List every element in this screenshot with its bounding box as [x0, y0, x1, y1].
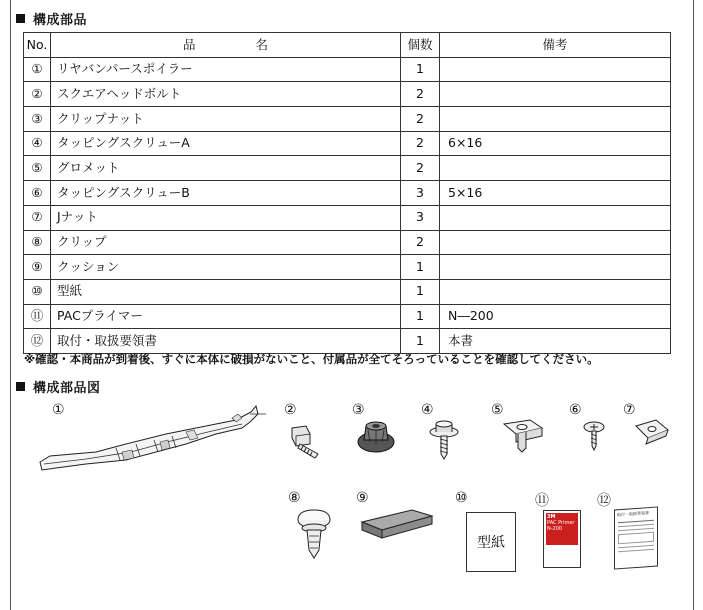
- parts-table: [23, 32, 671, 354]
- clip-nut-illustration: [356, 420, 396, 456]
- parts-heading: 構成部品: [16, 9, 87, 28]
- part-name: タッピングスクリューB: [51, 181, 401, 206]
- table-row: [24, 205, 671, 230]
- part-remarks: [440, 205, 671, 230]
- row-number: ⑦: [24, 205, 51, 230]
- row-number: ⑨: [24, 255, 51, 280]
- table-row: [24, 156, 671, 181]
- row-number: ⑤: [24, 156, 51, 181]
- template-sheet-illustration: [466, 512, 516, 572]
- table-row: [24, 57, 671, 82]
- part-quantity: 3: [401, 181, 440, 206]
- part-remarks: 6×16: [440, 131, 671, 156]
- diagram-heading: 構成部品図: [16, 377, 101, 396]
- manual-illustration: [610, 508, 660, 570]
- manual-title-text: 取付・取扱要領書: [617, 510, 649, 518]
- part-remarks: 本書: [440, 329, 671, 354]
- table-row: [24, 255, 671, 280]
- part-name: PACプライマー: [51, 304, 401, 329]
- j-nut-illustration: [632, 418, 672, 448]
- confirmation-note: ※確認・本商品が到着後、すぐに本体に破損がないこと、付属品が全てそろっていることを確認してください。: [24, 352, 599, 366]
- part-remarks: [440, 279, 671, 304]
- part-remarks: [440, 156, 671, 181]
- heading-square-icon: [16, 14, 25, 23]
- cushion-illustration: [360, 506, 434, 542]
- part-quantity: 2: [401, 82, 440, 107]
- fig-number-1: ①: [52, 402, 65, 418]
- primer-code-text: N-200: [547, 526, 563, 532]
- fig-number-5: ⑤: [491, 402, 504, 418]
- part-remarks: [440, 82, 671, 107]
- grommet-illustration: [500, 418, 546, 454]
- table-row: [24, 131, 671, 156]
- part-quantity: 1: [401, 57, 440, 82]
- fig-number-2: ②: [284, 402, 297, 418]
- primer-label-text: PAC Primer: [547, 520, 575, 526]
- fig-number-10: ⑩: [455, 490, 468, 506]
- part-remarks: [440, 255, 671, 280]
- table-row: [24, 304, 671, 329]
- row-number: ⑫: [24, 329, 51, 354]
- part-name: クリップ: [51, 230, 401, 255]
- manual-page: [614, 506, 658, 569]
- row-number: ①: [24, 57, 51, 82]
- row-number: ⑩: [24, 279, 51, 304]
- fig-number-6: ⑥: [569, 402, 582, 418]
- fig-number-9: ⑨: [356, 490, 369, 506]
- primer-red-label: [546, 513, 578, 545]
- part-quantity: 1: [401, 279, 440, 304]
- table-row: [24, 82, 671, 107]
- clip-illustration: [296, 506, 332, 560]
- part-quantity: 1: [401, 255, 440, 280]
- col-no-header: No.: [24, 33, 51, 58]
- part-name: タッピングスクリューA: [51, 131, 401, 156]
- fig-number-8: ⑧: [288, 490, 301, 506]
- part-quantity: 1: [401, 329, 440, 354]
- rear-spoiler-illustration: [36, 404, 268, 474]
- part-remarks: [440, 57, 671, 82]
- row-number: ④: [24, 131, 51, 156]
- table-row: [24, 107, 671, 132]
- part-name: 型紙: [51, 279, 401, 304]
- row-number: ③: [24, 107, 51, 132]
- part-quantity: 1: [401, 304, 440, 329]
- primer-brand-text: 3M: [547, 514, 556, 520]
- row-number: ⑧: [24, 230, 51, 255]
- table-row: [24, 230, 671, 255]
- fig-number-4: ④: [421, 402, 434, 418]
- part-name: Jナット: [51, 205, 401, 230]
- table-row: [24, 329, 671, 354]
- part-quantity: 2: [401, 230, 440, 255]
- col-name-header: 品 名: [51, 33, 401, 58]
- table-row: [24, 279, 671, 304]
- fig-number-7: ⑦: [623, 402, 636, 418]
- row-number: ②: [24, 82, 51, 107]
- part-name: クリップナット: [51, 107, 401, 132]
- part-name: グロメット: [51, 156, 401, 181]
- tapping-screw-b-illustration: [582, 420, 608, 452]
- part-quantity: 3: [401, 205, 440, 230]
- part-quantity: 2: [401, 156, 440, 181]
- col-qty-header: 個数: [401, 33, 440, 58]
- part-remarks: 5×16: [440, 181, 671, 206]
- parts-table-body: [24, 57, 671, 353]
- part-remarks: N―200: [440, 304, 671, 329]
- fig-number-3: ③: [352, 402, 365, 418]
- table-row: [24, 181, 671, 206]
- part-name: 取付・取扱要領書: [51, 329, 401, 354]
- row-number: ⑪: [24, 304, 51, 329]
- template-label: 型紙: [477, 535, 505, 551]
- part-quantity: 2: [401, 131, 440, 156]
- tapping-screw-a-illustration: [428, 420, 462, 460]
- fig-number-12: ⑫: [597, 493, 611, 509]
- part-remarks: [440, 107, 671, 132]
- part-name: スクエアヘッドボルト: [51, 82, 401, 107]
- part-name: クッション: [51, 255, 401, 280]
- part-remarks: [440, 230, 671, 255]
- row-number: ⑥: [24, 181, 51, 206]
- part-quantity: 2: [401, 107, 440, 132]
- col-remarks-header: 備考: [440, 33, 671, 58]
- heading-square-icon: [16, 382, 25, 391]
- fig-number-11: ⑪: [535, 493, 549, 509]
- part-name: リヤバンパースポイラー: [51, 57, 401, 82]
- pac-primer-illustration: [543, 510, 581, 568]
- square-head-bolt-illustration: [288, 424, 322, 460]
- table-header-row: [24, 33, 671, 58]
